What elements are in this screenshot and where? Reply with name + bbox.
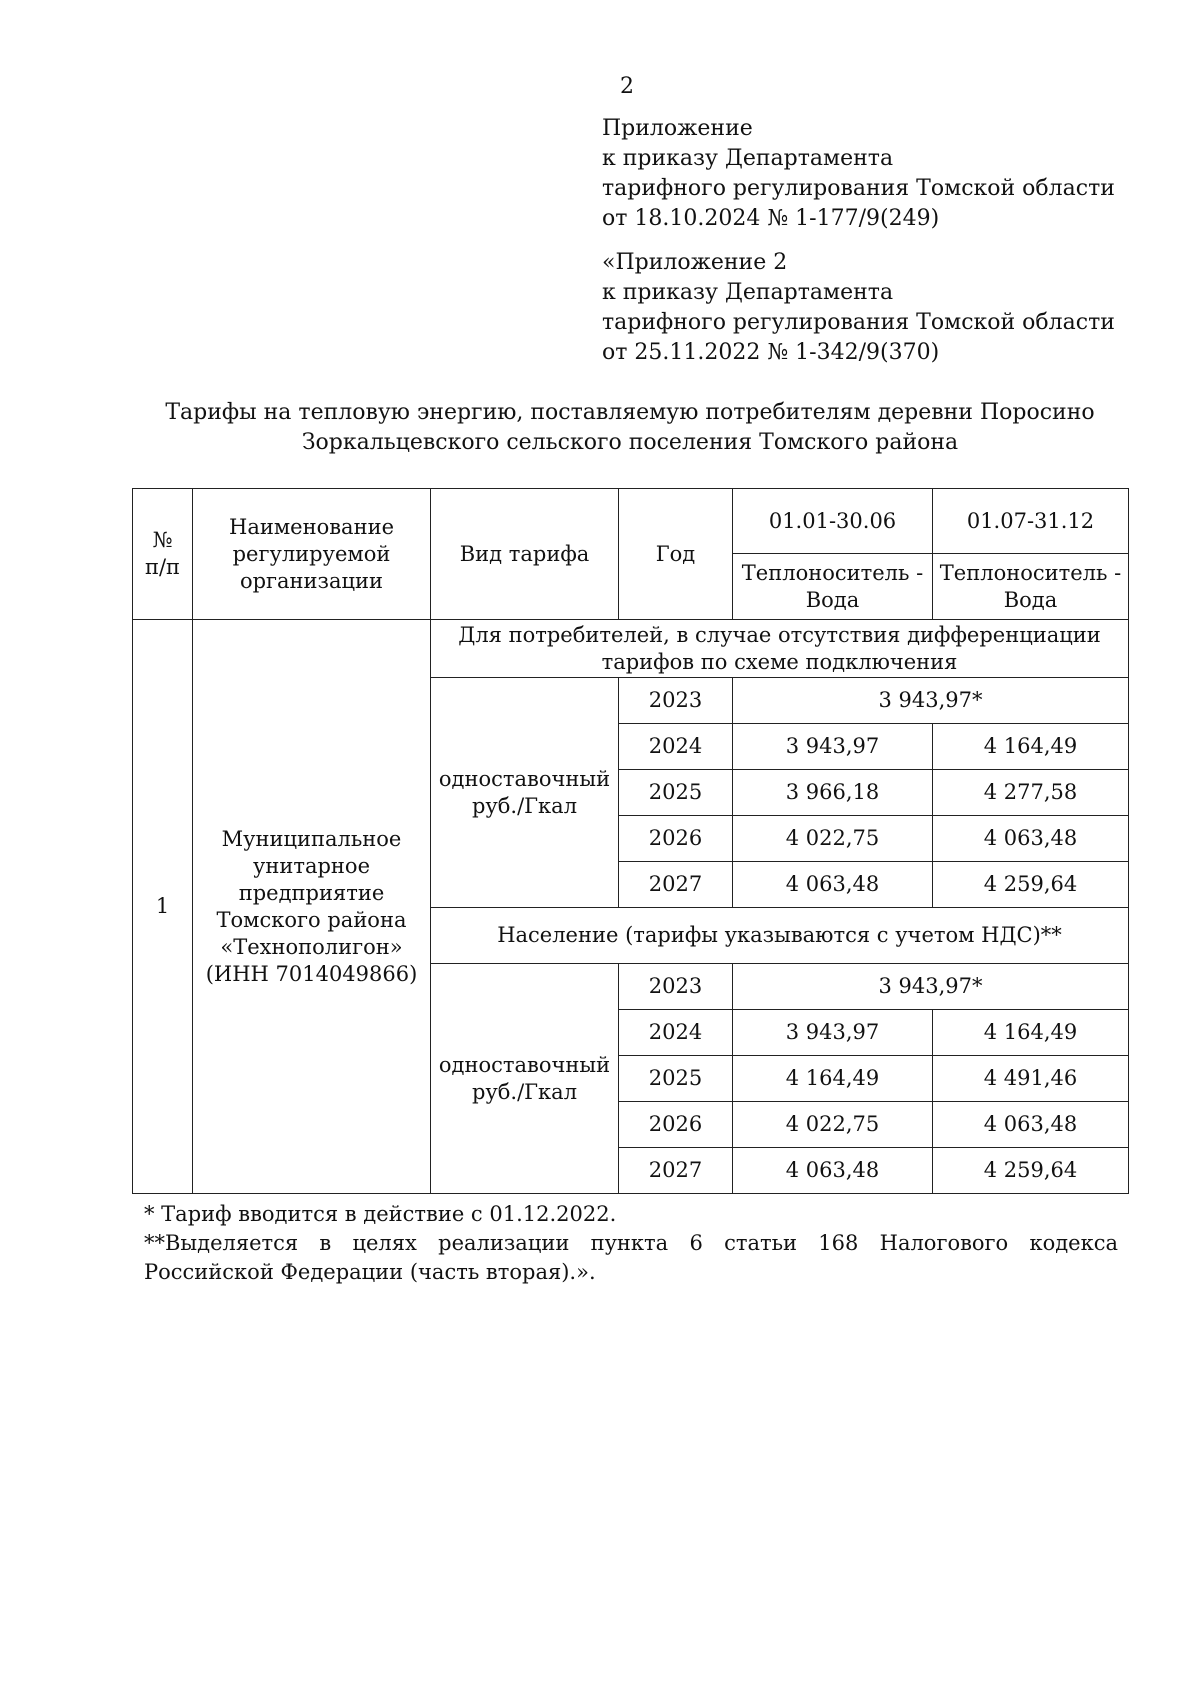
section-title: Для потребителей, в случае отсутствия дифференциации тарифов по схеме подключения bbox=[431, 620, 1129, 678]
value-cell: 3 943,97 bbox=[733, 724, 933, 770]
year-cell: 2023 bbox=[619, 964, 733, 1010]
value-cell: 4 259,64 bbox=[933, 862, 1129, 908]
header-period-1: 01.01-30.06 bbox=[733, 489, 933, 554]
row-number: 1 bbox=[133, 620, 193, 1194]
value-cell: 4 022,75 bbox=[733, 816, 933, 862]
page-number: 2 bbox=[620, 74, 634, 99]
appendix-1-line: Приложение bbox=[602, 116, 753, 141]
header-year: Год bbox=[619, 489, 733, 620]
value-cell: 4 164,49 bbox=[933, 724, 1129, 770]
year-cell: 2025 bbox=[619, 770, 733, 816]
value-cell: 4 022,75 bbox=[733, 1102, 933, 1148]
value-cell: 4 063,48 bbox=[733, 1148, 933, 1194]
appendix-2-line: к приказу Департамента bbox=[602, 280, 894, 305]
appendix-2-line: от 25.11.2022 № 1-342/9(370) bbox=[602, 340, 940, 365]
tariff-type-cell: одноставочный руб./Гкал bbox=[431, 678, 619, 908]
year-cell: 2023 bbox=[619, 678, 733, 724]
value-cell: 3 943,97 bbox=[733, 1010, 933, 1056]
value-cell: 4 259,64 bbox=[933, 1148, 1129, 1194]
merged-value-cell: 3 943,97* bbox=[733, 678, 1129, 724]
document-title bbox=[132, 398, 1128, 458]
value-cell: 4 164,49 bbox=[933, 1010, 1129, 1056]
appendix-1-line: от 18.10.2024 № 1-177/9(249) bbox=[602, 206, 940, 231]
appendix-2-line: «Приложение 2 bbox=[602, 250, 788, 275]
footnote-2: **Выделяется в целях реализации пункта 6 статьи 168 Налогового кодекса Российской Федерации (часть вторая).». bbox=[144, 1231, 1118, 1284]
document-title-line: Тарифы на тепловую энергию, поставляемую потребителям деревни Поросино bbox=[165, 400, 1095, 425]
merged-value-cell: 3 943,97* bbox=[733, 964, 1129, 1010]
year-cell: 2026 bbox=[619, 816, 733, 862]
tariff-type-cell: одноставочный руб./Гкал bbox=[431, 964, 619, 1194]
header-carrier-2: Теплоноситель - Вода bbox=[933, 554, 1129, 620]
value-cell: 4 164,49 bbox=[733, 1056, 933, 1102]
value-cell: 4 063,48 bbox=[733, 862, 933, 908]
section-title: Население (тарифы указываются с учетом НДС)** bbox=[431, 908, 1129, 964]
year-cell: 2024 bbox=[619, 724, 733, 770]
appendix-1-line: тарифного регулирования Томской области bbox=[602, 176, 1115, 201]
tariff-table bbox=[132, 488, 1129, 1194]
header-carrier-1: Теплоноситель - Вода bbox=[733, 554, 933, 620]
value-cell: 4 063,48 bbox=[933, 1102, 1129, 1148]
year-cell: 2024 bbox=[619, 1010, 733, 1056]
organization-name: Муниципальное унитарное предприятие Томского района «Технополигон» (ИНН 7014049866) bbox=[193, 620, 431, 1194]
appendix-1-line: к приказу Департамента bbox=[602, 146, 894, 171]
value-cell: 4 491,46 bbox=[933, 1056, 1129, 1102]
appendix-header-1 bbox=[602, 114, 1115, 234]
year-cell: 2026 bbox=[619, 1102, 733, 1148]
value-cell: 4 277,58 bbox=[933, 770, 1129, 816]
appendix-2-line: тарифного регулирования Томской области bbox=[602, 310, 1115, 335]
header-num: № п/п bbox=[133, 489, 193, 620]
year-cell: 2027 bbox=[619, 862, 733, 908]
document-title-line: Зоркальцевского сельского поселения Томского района bbox=[301, 430, 959, 455]
header-period-2: 01.07-31.12 bbox=[933, 489, 1129, 554]
value-cell: 3 966,18 bbox=[733, 770, 933, 816]
year-cell: 2025 bbox=[619, 1056, 733, 1102]
year-cell: 2027 bbox=[619, 1148, 733, 1194]
appendix-header-2 bbox=[602, 248, 1115, 368]
header-org: Наименование регулируемой организации bbox=[193, 489, 431, 620]
header-tariff-type: Вид тарифа bbox=[431, 489, 619, 620]
footnotes bbox=[144, 1200, 1118, 1287]
footnote-1: * Тариф вводится в действие с 01.12.2022. bbox=[144, 1202, 617, 1226]
value-cell: 4 063,48 bbox=[933, 816, 1129, 862]
